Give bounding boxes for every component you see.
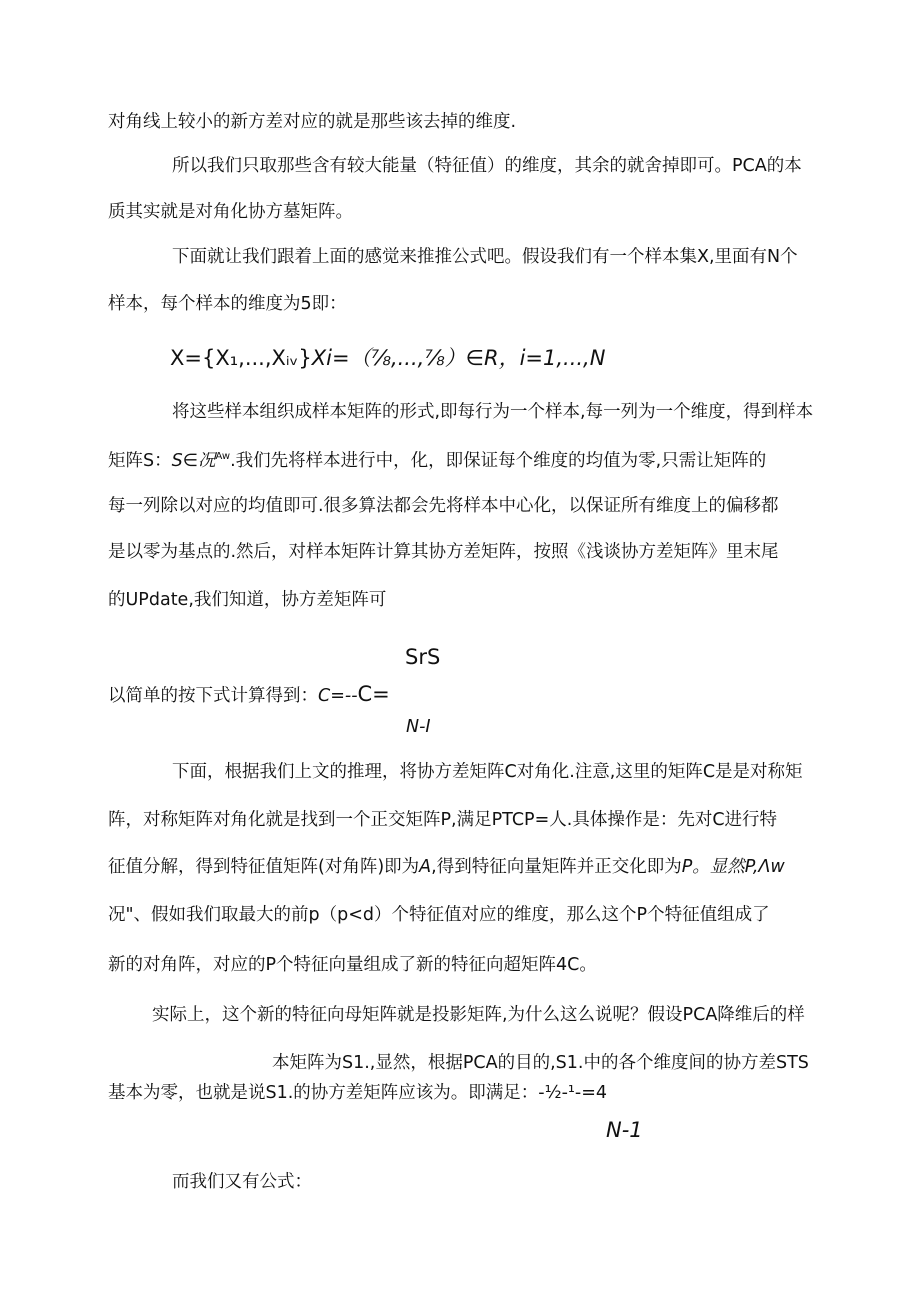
text-line-3: 质其实就是对角化协方墓矩阵。 xyxy=(108,202,353,222)
line8-italic: S∈况 xyxy=(171,450,216,471)
text-line-23: 而我们又有公式： xyxy=(172,1172,312,1192)
text-line-7: 将这些样本组织成样本矩阵的形式,即每行为一个样本,每一列为一个维度，得到样本 xyxy=(172,402,814,422)
cov-prefix: 以简单的按下式计算得到： xyxy=(108,686,318,706)
text-line-2: 所以我们只取那些含有较大能量（特征值）的维度，其余的就舍掉即可。PCA的本 xyxy=(172,156,802,176)
formula-set-tail: Xi=（⅞,...,⅞）∈R，i=1,...,N xyxy=(311,346,606,370)
formula-set-head: X={X₁,...,Xᵢᵥ} xyxy=(170,346,312,370)
text-line-20: 本矩阵为S1.,显然，根据PCA的目的,S1.中的各个维度间的协方差STS xyxy=(272,1053,809,1073)
text-line-1: 对角线上较小的新方差对应的就是那些该去掉的维度. xyxy=(108,112,517,132)
text-line-19: 实际上，这个新的特征向母矩阵就是投影矩阵,为什么这么说呢？假设PCA降维后的样 xyxy=(152,1005,805,1025)
line16-b: A xyxy=(419,857,432,877)
line16-d: P。显然P,Λw xyxy=(681,857,785,877)
line16-a: 征值分解，得到特征值矩阵(对角阵)即为 xyxy=(108,857,420,877)
text-line-15: 阵，对称矩阵对角化就是找到一个正交矩阵P,满足PTCP=人.具体操作是：先对C进行特 xyxy=(108,810,778,830)
text-line-14: 下面，根据我们上文的推理，将协方差矩阵C对角化.注意,这里的矩阵C是是对称矩 xyxy=(172,762,803,782)
line8-sup: Aw xyxy=(215,451,231,462)
cov-denominator: N-I xyxy=(406,717,431,737)
text-line-4: 下面就让我们跟着上面的感觉来推推公式吧。假设我们有一个样本集X,里面有N个 xyxy=(172,247,798,267)
text-line-10: 是以零为基点的.然后，对样本矩阵计算其协方差矩阵，按照《浅谈协方差矩阵》里末尾 xyxy=(108,542,779,562)
text-line-16 xyxy=(108,855,785,879)
text-line-11: 的UPdate,我们知道，协方差矩阵可 xyxy=(108,590,387,610)
cov-formula-line xyxy=(108,682,390,708)
sample-set-formula xyxy=(170,346,605,370)
text-line-22: N-1 xyxy=(606,1118,643,1142)
cov-numerator: SrS xyxy=(405,645,441,669)
text-line-5: 样本，每个样本的维度为5即： xyxy=(108,294,347,314)
cov-lhs: C=-- xyxy=(318,686,358,706)
line8-prefix: 矩阵S： xyxy=(108,450,172,471)
line8-suffix: .我们先将样本进行中，化，即保证每个维度的均值为零,只需让矩阵的 xyxy=(230,450,767,471)
cov-rhs: C= xyxy=(357,682,390,706)
text-line-8 xyxy=(108,445,766,473)
text-line-21: 基本为零，也就是说S1.的协方差矩阵应该为。即满足：-½-¹-=4 xyxy=(108,1083,608,1103)
line16-c: ,得到特征向量矩阵并正交化即为 xyxy=(431,857,682,877)
text-line-17: 况"、假如我们取最大的前p（p<d）个特征值对应的维度，那么这个P个特征值组成了 xyxy=(108,905,770,925)
text-line-18: 新的对角阵，对应的P个特征向量组成了新的特征向超矩阵4C。 xyxy=(108,955,597,975)
text-line-9: 每一列除以对应的均值即可.很多算法都会先将样本中心化，以保证所有维度上的偏移都 xyxy=(108,496,779,516)
